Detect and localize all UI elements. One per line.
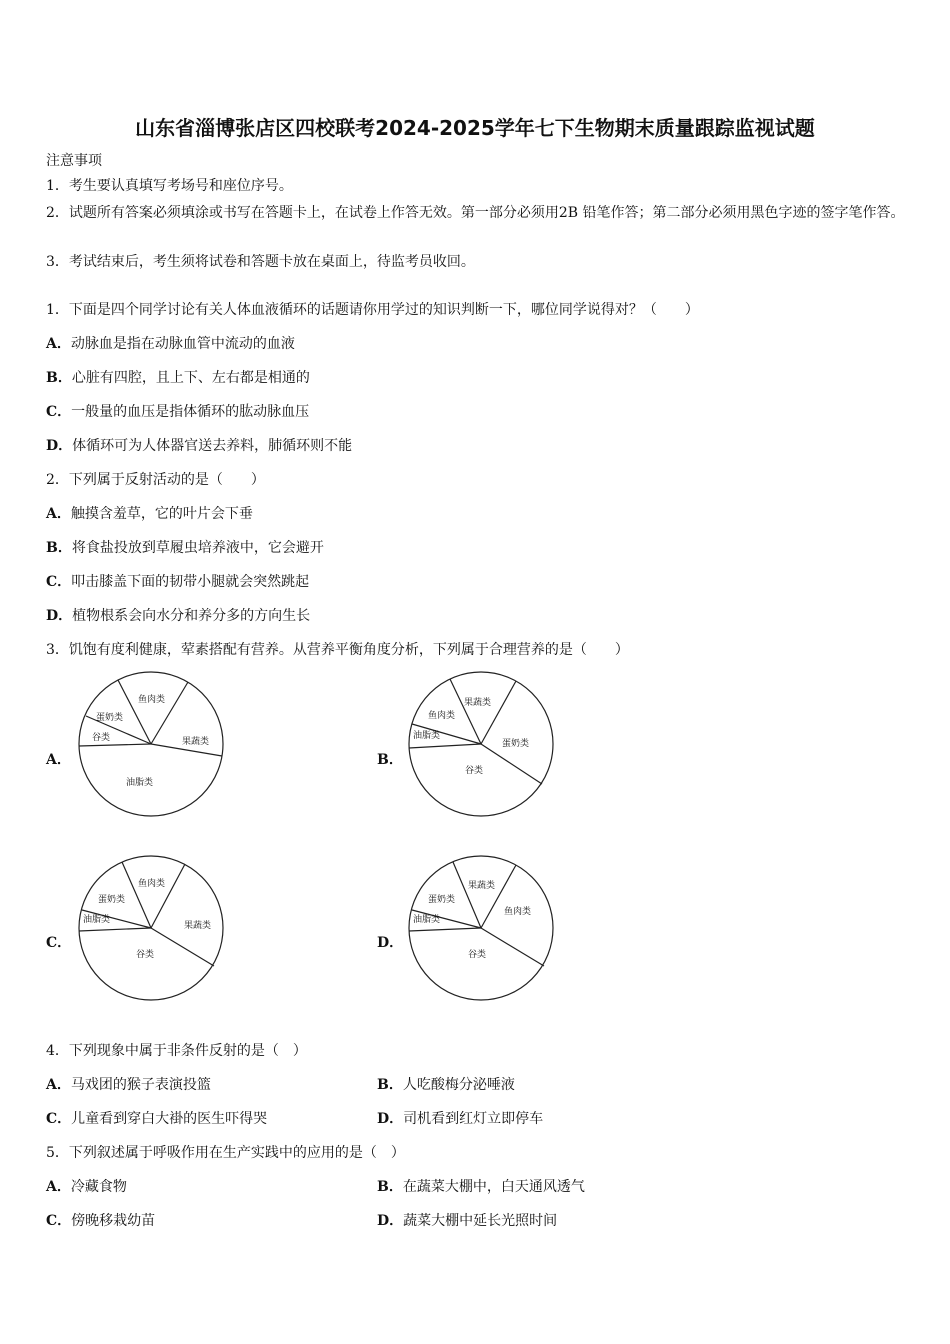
option-label: B．: [46, 540, 72, 556]
option-label: C．: [46, 1213, 72, 1229]
option[interactable]: [46, 1109, 267, 1129]
option[interactable]: [46, 538, 324, 558]
pie-divider: [481, 928, 544, 966]
pie-divider: [151, 682, 188, 744]
option-label[interactable]: A．: [46, 752, 71, 768]
option-label: D．: [46, 608, 73, 624]
question-stem: 3．饥饱有度利健康，荤素搭配有营养。从营养平衡角度分析，下列属于合理营养的是（ ）: [46, 642, 629, 658]
option-text: 司机看到红灯立即停车: [403, 1111, 544, 1127]
question-stem: 2．下列属于反射活动的是（ ）: [46, 472, 265, 488]
option-label: D．: [46, 438, 73, 454]
slice-label: 油脂类: [413, 731, 441, 741]
option-label: A．: [46, 1179, 71, 1195]
option-text: 将食盐投放到草履虫培养液中，它会避开: [71, 540, 324, 556]
slice-label: 蛋奶类: [502, 739, 530, 749]
notice-heading: 注意事项: [46, 153, 102, 169]
option[interactable]: [46, 402, 309, 422]
option-text: 动脉血是指在动脉血管中流动的血液: [70, 336, 295, 352]
option[interactable]: [46, 1075, 211, 1095]
option-text: 蔬菜大棚中延长光照时间: [403, 1213, 558, 1229]
pie-divider: [118, 680, 151, 744]
pie-divider: [79, 928, 151, 931]
option-text: 体循环可为人体器官送去养料，肺循环则不能: [72, 438, 353, 454]
question-stem: 5．下列叙述属于呼吸作用在生产实践中的应用的是（ ）: [46, 1145, 405, 1161]
option[interactable]: [377, 1211, 557, 1231]
option[interactable]: [377, 1109, 543, 1129]
option-label[interactable]: B．: [377, 752, 403, 768]
option-text: 冷藏食物: [70, 1179, 127, 1195]
option[interactable]: [46, 504, 253, 524]
option-label: B．: [46, 370, 72, 386]
slice-label: 果蔬类: [468, 881, 496, 891]
option[interactable]: [377, 1177, 585, 1197]
option[interactable]: [46, 1177, 127, 1197]
slice-label: 鱼肉类: [138, 695, 166, 705]
option-text: 人吃酸梅分泌唾液: [402, 1077, 515, 1093]
option[interactable]: [46, 572, 309, 592]
option-label: C．: [46, 574, 72, 590]
pie-divider: [453, 862, 481, 928]
option-label: D．: [377, 1111, 404, 1127]
pie-divider: [122, 862, 151, 928]
option-text: 心脏有四腔，且上下、左右都是相通的: [71, 370, 310, 386]
pie-divider: [409, 928, 481, 931]
option-text: 植物根系会向水分和养分多的方向生长: [72, 608, 311, 624]
slice-label: 谷类: [92, 733, 111, 743]
slice-label: 蛋奶类: [428, 895, 456, 905]
option-text: 触摸含羞草，它的叶片会下垂: [70, 506, 253, 522]
slice-label: 果蔬类: [464, 698, 492, 708]
slice-label: 鱼肉类: [504, 907, 532, 917]
slice-label: 果蔬类: [182, 737, 210, 747]
option-label[interactable]: D．: [377, 935, 404, 951]
option-label: C．: [46, 1111, 72, 1127]
question-stem: 4．下列现象中属于非条件反射的是（ ）: [46, 1043, 307, 1059]
pie-divider: [409, 744, 481, 748]
notice-item: 1．考生要认真填写考场号和座位序号。: [46, 178, 293, 194]
pie-chart-b: [406, 672, 556, 822]
pie-divider: [151, 928, 214, 966]
pie-divider: [481, 681, 516, 744]
pie-divider: [151, 864, 185, 928]
option-text: 傍晚移栽幼苗: [71, 1213, 156, 1229]
pie-chart-c: [76, 856, 226, 1006]
option-label: A．: [46, 1077, 71, 1093]
notice-item: 3．考试结束后，考生须将试卷和答题卡放在桌面上，待监考员收回。: [46, 254, 475, 270]
pie-chart-d: [406, 856, 556, 1006]
pie-divider: [481, 865, 516, 928]
slice-label: 蛋奶类: [96, 713, 124, 723]
option-label: C．: [46, 404, 72, 420]
slice-label: 果蔬类: [184, 921, 212, 931]
slice-label: 谷类: [468, 950, 487, 960]
pie-divider: [79, 744, 151, 746]
slice-label: 油脂类: [83, 915, 111, 925]
option[interactable]: [46, 1211, 155, 1231]
pie-chart-a: [76, 672, 226, 822]
option-label: A．: [46, 506, 71, 522]
slice-label: 鱼肉类: [138, 879, 166, 889]
option[interactable]: [46, 436, 352, 456]
notice-item: 2．试题所有答案必须填涂或书写在答题卡上，在试卷上作答无效。第一部分必须用2B 铅笔作答；第二部分必须用黑色字迹的签字笔作答。: [46, 205, 905, 221]
option-label[interactable]: C．: [46, 935, 72, 951]
option-text: 在蔬菜大棚中，白天通风透气: [402, 1179, 585, 1195]
slice-label: 蛋奶类: [98, 895, 126, 905]
option-text: 叩击膝盖下面的韧带小腿就会突然跳起: [71, 574, 310, 590]
pie-divider: [481, 744, 542, 784]
option-text: 儿童看到穿白大褂的医生吓得哭: [71, 1111, 268, 1127]
option[interactable]: [46, 606, 310, 626]
slice-label: 谷类: [465, 766, 484, 776]
option[interactable]: [46, 334, 295, 354]
slice-label: 油脂类: [126, 778, 154, 788]
page-title: 山东省淄博张店区四校联考2024-2025学年七下生物期末质量跟踪监视试题: [135, 116, 815, 140]
slice-label: 鱼肉类: [428, 711, 456, 721]
question-stem: 1．下面是四个同学讨论有关人体血液循环的话题请你用学过的知识判断一下，哪位同学说得对？（ ）: [46, 302, 699, 318]
option[interactable]: [46, 368, 310, 388]
option-text: 马戏团的猴子表演投篮: [70, 1077, 211, 1093]
option-label: D．: [377, 1213, 404, 1229]
option-text: 一般量的血压是指体循环的肱动脉血压: [71, 404, 310, 420]
slice-label: 油脂类: [413, 915, 441, 925]
option-label: A．: [46, 336, 71, 352]
slice-label: 谷类: [136, 950, 155, 960]
option-label: B．: [377, 1077, 403, 1093]
option-label: B．: [377, 1179, 403, 1195]
option[interactable]: [377, 1075, 515, 1095]
